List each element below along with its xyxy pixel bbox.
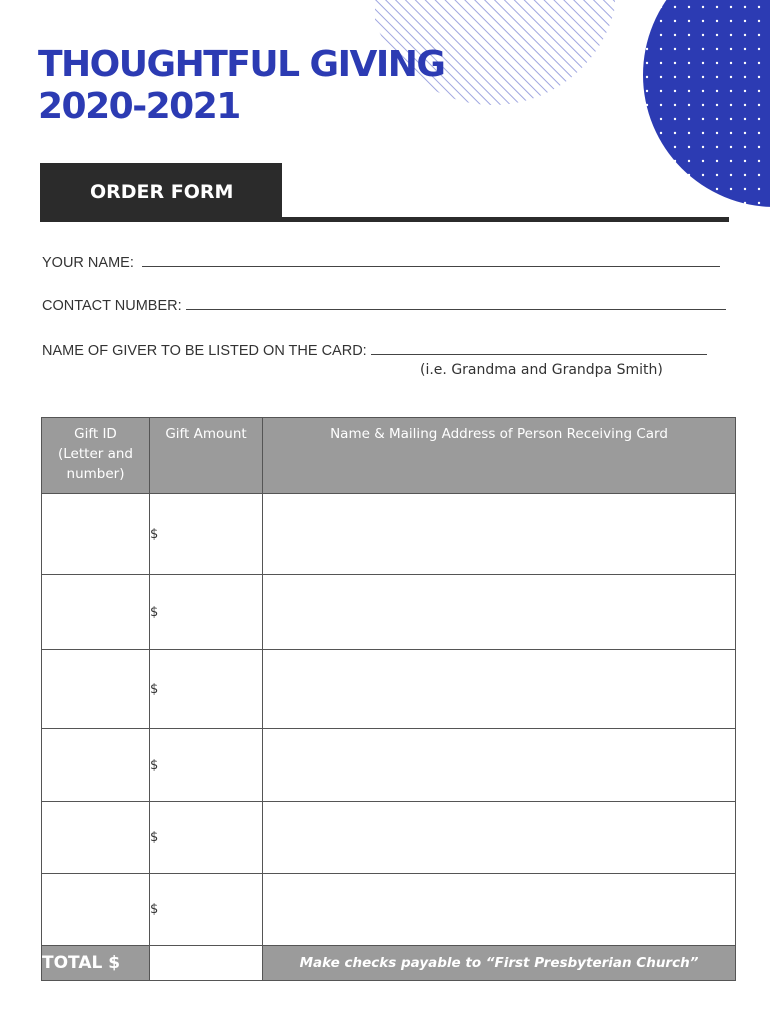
your-name-field[interactable] bbox=[42, 252, 720, 271]
giver-name-field[interactable] bbox=[42, 340, 707, 359]
giver-name-line[interactable] bbox=[371, 340, 707, 355]
banner-rule bbox=[40, 217, 729, 222]
contact-number-line[interactable] bbox=[186, 295, 726, 310]
total-amount-cell[interactable] bbox=[150, 946, 263, 981]
recipient-cell[interactable] bbox=[263, 729, 736, 802]
total-row bbox=[42, 946, 736, 981]
gift-amount-cell[interactable]: $ bbox=[150, 575, 263, 650]
gift-id-cell[interactable] bbox=[42, 650, 150, 729]
recipient-cell[interactable] bbox=[263, 650, 736, 729]
table-row bbox=[42, 874, 736, 946]
recipient-cell[interactable] bbox=[263, 575, 736, 650]
gift-amount-cell[interactable]: $ bbox=[150, 802, 263, 874]
title-line-1: THOUGHTFUL GIVING bbox=[38, 44, 445, 85]
recipient-cell[interactable] bbox=[263, 874, 736, 946]
title-line-2: 2020-2021 bbox=[38, 86, 240, 127]
gift-amount-cell[interactable]: $ bbox=[150, 494, 263, 575]
gift-amount-cell[interactable]: $ bbox=[150, 874, 263, 946]
table-header-row bbox=[42, 418, 736, 494]
gift-amount-cell[interactable]: $ bbox=[150, 650, 263, 729]
gift-amount-cell[interactable]: $ bbox=[150, 729, 263, 802]
gift-id-cell[interactable] bbox=[42, 494, 150, 575]
table-row bbox=[42, 575, 736, 650]
contact-number-label: CONTACT NUMBER: bbox=[42, 298, 182, 314]
gift-id-cell[interactable] bbox=[42, 802, 150, 874]
recipient-cell[interactable] bbox=[263, 494, 736, 575]
your-name-label: YOUR NAME: bbox=[42, 255, 134, 271]
total-label: TOTAL $ bbox=[42, 946, 150, 981]
gift-id-cell[interactable] bbox=[42, 575, 150, 650]
table-row bbox=[42, 650, 736, 729]
gift-amount-header: Gift Amount bbox=[150, 418, 263, 494]
order-form-banner: ORDER FORM bbox=[40, 163, 282, 221]
dotted-circle-decoration bbox=[640, 0, 770, 210]
recipient-header: Name & Mailing Address of Person Receiving Card bbox=[263, 418, 736, 494]
gift-id-cell[interactable] bbox=[42, 729, 150, 802]
gift-id-header: Gift ID (Letter and number) bbox=[42, 418, 150, 494]
page-title bbox=[38, 44, 444, 128]
recipient-cell[interactable] bbox=[263, 802, 736, 874]
table-row bbox=[42, 494, 736, 575]
table-row bbox=[42, 802, 736, 874]
giver-hint: (i.e. Grandma and Grandpa Smith) bbox=[420, 362, 663, 378]
giver-name-label: NAME OF GIVER TO BE LISTED ON THE CARD: bbox=[42, 343, 367, 359]
payment-note: Make checks payable to “First Presbyterian Church” bbox=[263, 946, 736, 981]
order-table bbox=[41, 417, 736, 981]
your-name-line[interactable] bbox=[142, 252, 720, 267]
contact-number-field[interactable] bbox=[42, 295, 726, 314]
gift-id-cell[interactable] bbox=[42, 874, 150, 946]
table-row bbox=[42, 729, 736, 802]
